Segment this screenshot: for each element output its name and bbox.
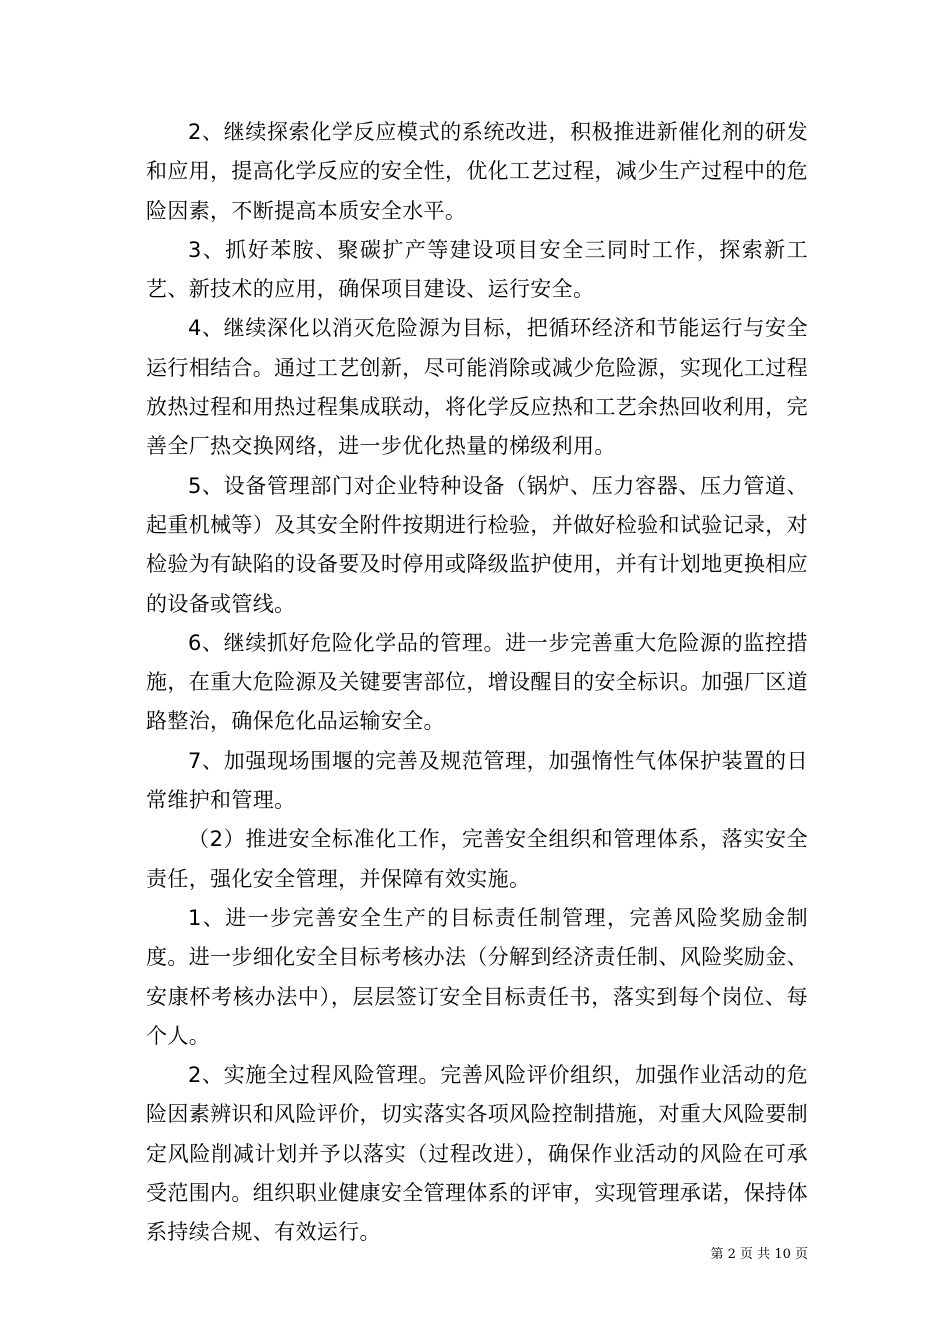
paragraph-item-7: 7、加强现场围堰的完善及规范管理，加强惰性气体保护装置的日常维护和管理。 [146,748,808,813]
paragraph-item-5: 5、设备管理部门对企业特种设备（锅炉、压力容器、压力管道、起重机械等）及其安全附件按期进行检验，并做好检验和试验记录，对检验为有缺陷的设备要及时停用或降级监护使用，并有计划地更换相应的设备或管线。 [146,473,808,616]
page-number: 第 2 页 共 10 页 [710,1247,808,1262]
paragraph-item-4: 4、继续深化以消灭危险源为目标，把循环经济和节能运行与安全运行相结合。通过工艺创新，尽可能消除或减少危险源，实现化工过程放热过程和用热过程集成联动，将化学反应热和工艺余热回收利用，完善全厂热交换网络，进一步优化热量的梯级利用。 [146,316,808,459]
paragraph-sub-item-1: 1、进一步完善安全生产的目标责任制管理，完善风险奖励金制度。进一步细化安全目标考核办法（分解到经济责任制、风险奖励金、安康杯考核办法中），层层签订安全目标责任书，落实到每个岗位、每个人。 [146,905,808,1048]
paragraph-item-6: 6、继续抓好危险化学品的管理。进一步完善重大危险源的监控措施，在重大危险源及关键要害部位，增设醒目的安全标识。加强厂区道路整治，确保危化品运输安全。 [146,630,808,734]
paragraph-sub-item-2: 2、实施全过程风险管理。完善风险评价组织，加强作业活动的危险因素辨识和风险评价，切实落实各项风险控制措施，对重大风险要制定风险削减计划并予以落实（过程改进），确保作业活动的风险在可承受范围内。组织职业健康安全管理体系的评审，实现管理承诺，保持体系持续合规、有效运行。 [146,1063,808,1245]
paragraph-item-3: 3、抓好苯胺、聚碳扩产等建设项目安全三同时工作，探索新工艺、新技术的应用，确保项目建设、运行安全。 [146,237,808,302]
paragraph-item-2: 2、继续探索化学反应模式的系统改进，积极推进新催化剂的研发和应用，提高化学反应的安全性，优化工艺过程，减少生产过程中的危险因素，不断提高本质安全水平。 [146,120,808,223]
section-heading-2: （2）推进安全标准化工作，完善安全组织和管理体系，落实安全责任，强化安全管理，并保障有效实施。 [146,827,808,891]
body-text [146,113,808,1253]
